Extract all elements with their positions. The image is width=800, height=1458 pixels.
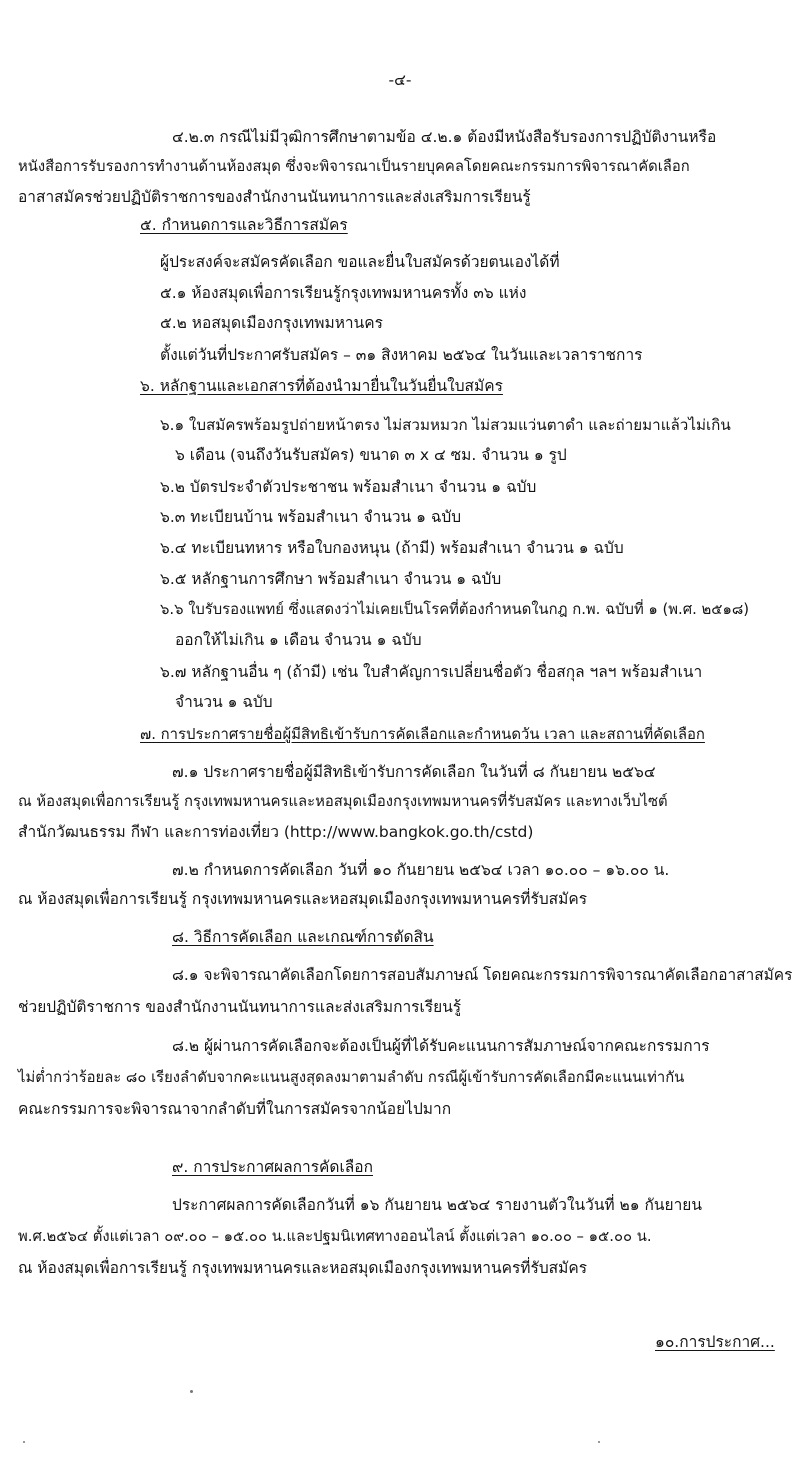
section-6-item-1-line-1: ๖.๑ ใบสมัครพร้อมรูปถ่ายหน้าตรง ไม่สวมหมวก ไม่สวมแว่นตาดำ และถ่ายมาแล้วไม่เกิน — [160, 416, 731, 434]
section-9-heading: ๙. การประกาศผลการคัดเลือก — [172, 1158, 373, 1176]
section-6-item-3: ๖.๓ ทะเบียนบ้าน พร้อมสำเนา จำนวน ๑ ฉบับ — [160, 508, 462, 526]
section-8-heading: ๘. วิธีการคัดเลือก และเกณฑ์การตัดสิน — [172, 928, 434, 946]
section-9-line-3: ณ ห้องสมุดเพื่อการเรียนรู้ กรุงเทพมหานครและหอสมุดเมืองกรุงเทพมหานครที่รับสมัคร — [18, 1259, 588, 1277]
section-8-2-line-1: ๘.๒ ผู้ผ่านการคัดเลือกจะต้องเป็นผู้ที่ได้รับคะแนนการสัมภาษณ์จากคณะกรรมการ — [172, 1037, 710, 1055]
section-8-1-line-2: ช่วยปฏิบัติราชการ ของสำนักงานนันทนาการและส่งเสริมการเรียนรู้ — [18, 998, 462, 1016]
section-7-2-line-2: ณ ห้องสมุดเพื่อการเรียนรู้ กรุงเทพมหานครและหอสมุดเมืองกรุงเทพมหานครที่รับสมัคร — [18, 890, 588, 908]
section-7-2-line-1: ๗.๒ กำหนดการคัดเลือก วันที่ ๑๐ กันยายน ๒๕๖๔ เวลา ๑๐.๐๐ – ๑๖.๐๐ น. — [172, 861, 670, 879]
section-8-1-line-1: ๘.๑ จะพิจารณาคัดเลือกโดยการสอบสัมภาษณ์ โดยคณะกรรมการพิจารณาคัดเลือกอาสาสมัคร — [172, 966, 793, 984]
section-8-2-line-3: คณะกรรมการจะพิจารณาจากลำดับที่ในการสมัครจากน้อยไปมาก — [18, 1100, 452, 1118]
section-6-item-1-line-2: ๖ เดือน (จนถึงวันรับสมัคร) ขนาด ๓ x ๔ ซม. จำนวน ๑ รูป — [175, 446, 567, 464]
section-9-line-2: พ.ศ.๒๕๖๔ ตั้งแต่เวลา ๐๙.๐๐ – ๑๕.๐๐ น.และปฐมนิเทศทางออนไลน์ ตั้งแต่เวลา ๑๐.๐๐ – ๑๕.๐๐ น. — [18, 1228, 652, 1245]
section-7-1-line-1: ๗.๑ ประกาศรายชื่อผู้มีสิทธิเข้ารับการคัดเลือก ในวันที่ ๘ กันยายน ๒๕๖๔ — [172, 763, 656, 781]
para-4-2-3-line-3: อาสาสมัครช่วยปฏิบัติราชการของสำนักงานนันทนาการและส่งเสริมการเรียนรู้ — [18, 188, 531, 206]
section-6-item-6-line-1: ๖.๖ ใบรับรองแพทย์ ซึ่งแสดงว่าไม่เคยเป็นโรคที่ต้องกำหนดในกฎ ก.พ. ฉบับที่ ๑ (พ.ศ. ๒๕๑๘) — [160, 601, 750, 618]
section-6-heading: ๖. หลักฐานและเอกสารที่ต้องนำมายื่นในวันยื่นใบสมัคร — [140, 377, 503, 395]
para-4-2-3-line-2: หนังสือการรับรองการทำงานด้านห้องสมุด ซึ่งจะพิจารณาเป็นรายบุคคลโดยคณะกรรมการพิจารณาคัดเลือก — [18, 158, 690, 175]
section-6-item-7-line-2: จำนวน ๑ ฉบับ — [175, 693, 273, 711]
section-7-1-line-2: ณ ห้องสมุดเพื่อการเรียนรู้ กรุงเทพมหานครและหอสมุดเมืองกรุงเทพมหานครที่รับสมัคร และทางเว็บไซต์ — [18, 793, 668, 810]
section-5-intro: ผู้ประสงค์จะสมัครคัดเลือก ขอและยื่นใบสมัครด้วยตนเองได้ที่ — [160, 253, 560, 271]
section-6-item-5: ๖.๕ หลักฐานการศึกษา พร้อมสำเนา จำนวน ๑ ฉบับ — [160, 570, 502, 588]
scan-speck — [598, 1441, 600, 1443]
section-7-1-line-3: สำนักวัฒนธรรม กีฬา และการท่องเที่ยว (http://www.bangkok.go.th/cstd) — [18, 823, 534, 841]
section-5-item-1: ๕.๑ ห้องสมุดเพื่อการเรียนรู้กรุงเทพมหานครทั้ง ๓๖ แห่ง — [160, 284, 527, 302]
section-6-item-7-line-1: ๖.๗ หลักฐานอื่น ๆ (ถ้ามี) เช่น ใบสำคัญการเปลี่ยนชื่อตัว ชื่อสกุล ฯลฯ พร้อมสำเนา — [160, 663, 703, 681]
section-9-line-1: ประกาศผลการคัดเลือกวันที่ ๑๖ กันยายน ๒๕๖๔ รายงานตัวในวันที่ ๒๑ กันยายน — [172, 1196, 702, 1214]
section-5-heading: ๕. กำหนดการและวิธีการสมัคร — [140, 216, 348, 234]
section-6-item-2: ๖.๒ บัตรประจำตัวประชาชน พร้อมสำเนา จำนวน ๑ ฉบับ — [160, 478, 537, 496]
scan-speck — [23, 1441, 25, 1443]
section-6-item-6-line-2: ออกให้ไม่เกิน ๑ เดือน จำนวน ๑ ฉบับ — [175, 631, 422, 649]
para-4-2-3-line-1: ๔.๒.๓ กรณีไม่มีวุฒิการศึกษาตามข้อ ๔.๒.๑ ต้องมีหนังสือรับรองการปฏิบัติงานหรือ — [172, 128, 717, 146]
continuation-marker: ๑๐.การประกาศ... — [655, 1333, 775, 1351]
page-number: -๔- — [388, 71, 412, 89]
section-8-2-line-2: ไม่ต่ำกว่าร้อยละ ๘๐ เรียงลำดับจากคะแนนสูงสุดลงมาตามลำดับ กรณีผู้เข้ารับการคัดเลือกมีคะแนนเท่ากัน — [18, 1069, 685, 1086]
scan-speck — [190, 1390, 193, 1393]
section-5-item-2: ๕.๒ หอสมุดเมืองกรุงเทพมหานคร — [160, 314, 383, 332]
section-7-heading: ๗. การประกาศรายชื่อผู้มีสิทธิเข้ารับการคัดเลือกและกำหนดวัน เวลา และสถานที่คัดเลือก — [140, 725, 705, 743]
section-6-item-4: ๖.๔ ทะเบียนทหาร หรือใบกองหนุน (ถ้ามี) พร้อมสำเนา จำนวน ๑ ฉบับ — [160, 539, 624, 557]
section-5-period: ตั้งแต่วันที่ประกาศรับสมัคร – ๓๑ สิงหาคม ๒๕๖๔ ในวันและเวลาราชการ — [160, 346, 643, 364]
